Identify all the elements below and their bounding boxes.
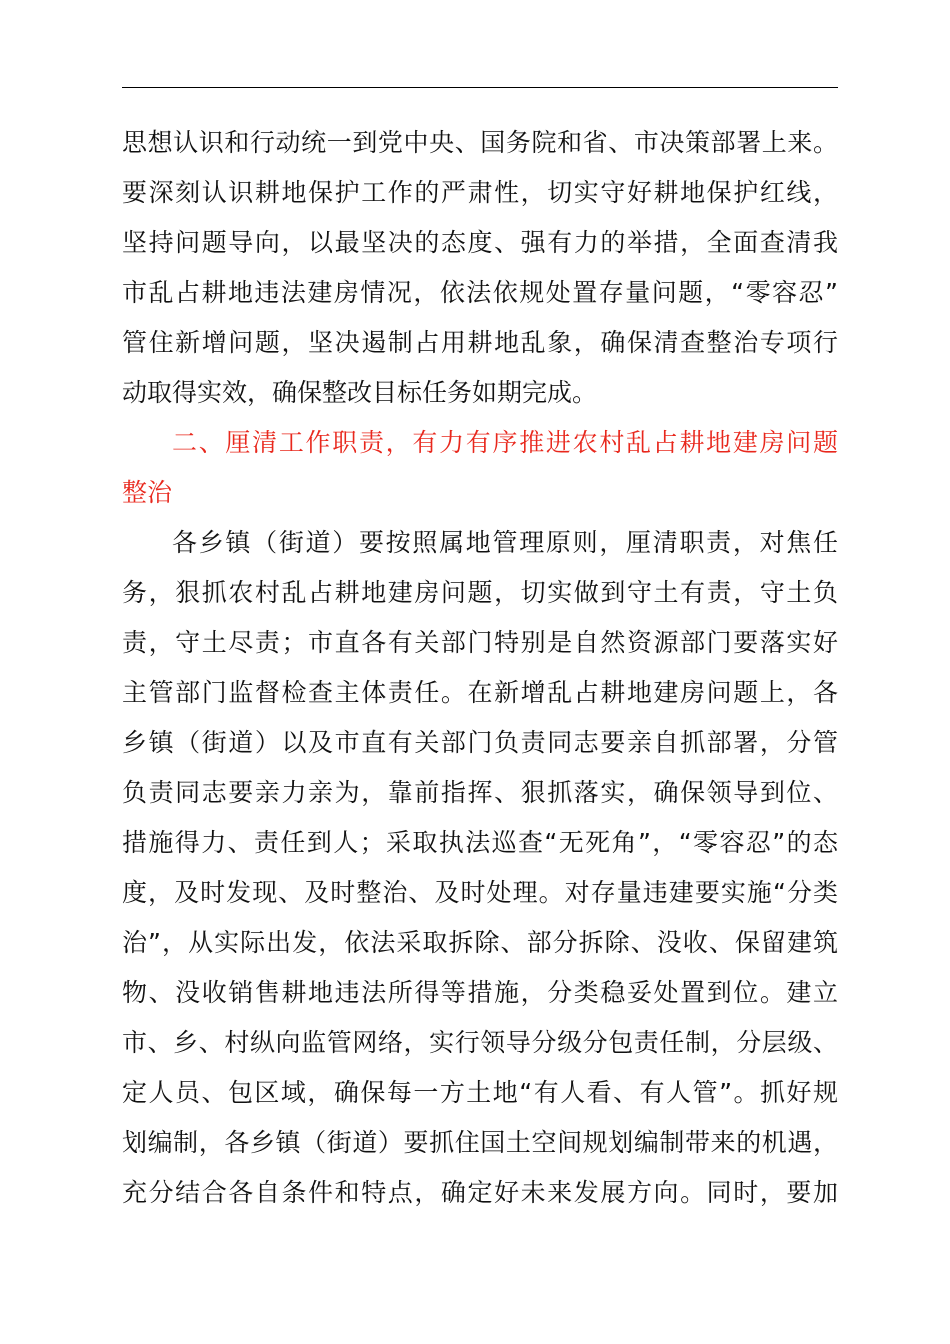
paragraph-line: 动取得实效，确保整改目标任务如期完成。 — [122, 378, 598, 407]
paragraph-line: 务，狠抓农村乱占耕地建房问题，切实做到守土有责，守土负 — [122, 578, 838, 607]
paragraph-2 — [122, 518, 838, 1218]
heading-line: 二、厘清工作职责，有力有序推进农村乱占耕地建房问题 — [172, 428, 838, 457]
section-heading-2 — [122, 418, 838, 518]
document-body — [122, 118, 838, 1218]
paragraph-1 — [122, 118, 838, 418]
paragraph-line: 要深刻认识耕地保护工作的严肃性，切实守好耕地保护红线， — [122, 178, 838, 207]
paragraph-line: 度，及时发现、及时整治、及时处理。对存量违建要实施“分类 — [122, 878, 838, 907]
paragraph-line: 负责同志要亲力亲为，靠前指挥、狠抓落实，确保领导到位、 — [122, 778, 838, 807]
paragraph-line: 思想认识和行动统一到党中央、国务院和省、市决策部署上来。 — [122, 128, 838, 157]
paragraph-line: 划编制，各乡镇（街道）要抓住国土空间规划编制带来的机遇， — [122, 1128, 838, 1157]
paragraph-line: 定人员、包区域，确保每一方土地“有人看、有人管”。抓好规 — [122, 1078, 838, 1107]
paragraph-line: 措施得力、责任到人；采取执法巡查“无死角”，“零容忍”的态 — [122, 828, 838, 857]
paragraph-line: 市、乡、村纵向监管网络，实行领导分级分包责任制，分层级、 — [122, 1028, 838, 1057]
paragraph-line: 治”，从实际出发，依法采取拆除、部分拆除、没收、保留建筑 — [122, 928, 838, 957]
heading-line: 整治 — [122, 478, 173, 507]
paragraph-line: 物、没收销售耕地违法所得等措施，分类稳妥处置到位。建立 — [122, 978, 838, 1007]
paragraph-line: 坚持问题导向，以最坚决的态度、强有力的举措，全面查清我 — [122, 228, 838, 257]
paragraph-line: 责，守土尽责；市直各有关部门特别是自然资源部门要落实好 — [122, 628, 838, 657]
header-rule — [122, 87, 838, 88]
paragraph-line: 各乡镇（街道）要按照属地管理原则，厘清职责，对焦任 — [172, 528, 838, 557]
paragraph-line: 充分结合各自条件和特点，确定好未来发展方向。同时，要加 — [122, 1178, 838, 1207]
paragraph-line: 乡镇（街道）以及市直有关部门负责同志要亲自抓部署，分管 — [122, 728, 838, 757]
paragraph-line: 管住新增问题，坚决遏制占用耕地乱象，确保清查整治专项行 — [122, 328, 838, 357]
paragraph-line: 主管部门监督检查主体责任。在新增乱占耕地建房问题上，各 — [122, 678, 838, 707]
paragraph-line: 市乱占耕地违法建房情况，依法依规处置存量问题，“零容忍” — [122, 278, 838, 307]
